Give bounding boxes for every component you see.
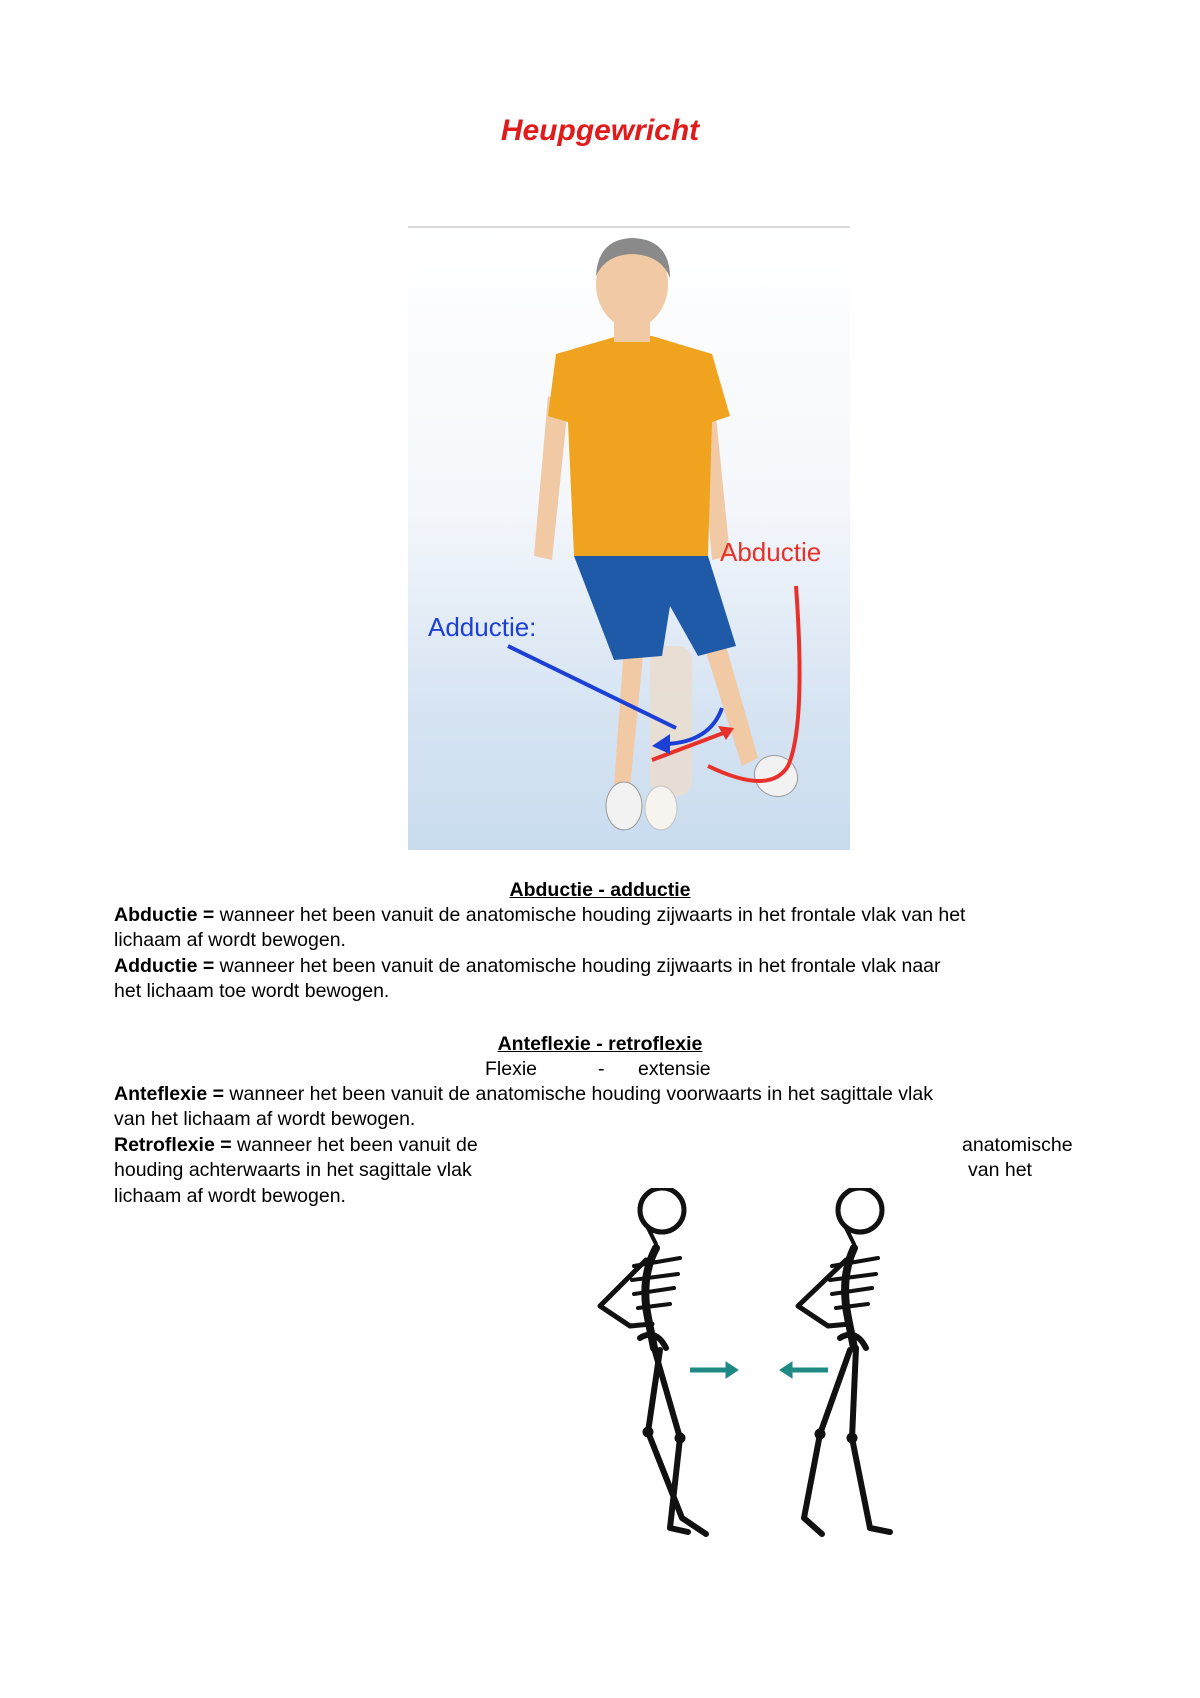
- skeleton-right: [798, 1188, 890, 1534]
- skull-left: [640, 1188, 684, 1232]
- arrow-right: [690, 1362, 738, 1378]
- subheading-dash: -: [598, 1058, 605, 1080]
- flexion-extension-skeletons: [570, 1188, 950, 1546]
- arrow-left: [780, 1362, 828, 1378]
- abductie-definition-line1: [114, 903, 965, 929]
- adductie-text: wanneer het been vanuit de anatomische houding zijwaarts in het frontale vlak naar: [214, 955, 941, 977]
- leg-right-2: [804, 1350, 850, 1534]
- adductie-definition-line1: [114, 954, 941, 980]
- ghost-shoe: [645, 786, 677, 830]
- retroflexie-text: wanneer het been vanuit de: [231, 1134, 478, 1156]
- abduction-adduction-illustration: [408, 226, 850, 850]
- retroflexie-line2-right: van het: [968, 1159, 1032, 1181]
- section-heading-anteflexie-retroflexie: Anteflexie - retroflexie: [497, 1033, 703, 1055]
- abductie-text: wanneer het been vanuit de anatomische houding zijwaarts in het frontale vlak van het: [214, 904, 966, 926]
- abductie-term: Abductie =: [114, 904, 215, 926]
- anteflexie-definition-line1: [114, 1082, 933, 1108]
- shirt: [548, 336, 730, 556]
- anteflexie-term: Anteflexie =: [114, 1083, 225, 1105]
- skull-right: [838, 1188, 882, 1232]
- skeleton-left: [600, 1188, 706, 1534]
- adduction-label: Adductie:: [428, 612, 537, 642]
- abduction-label: Abductie: [720, 537, 822, 567]
- retroflexie-line1-right: anatomische: [962, 1134, 1073, 1156]
- section-heading-abductie-adductie: Abductie - adductie: [509, 879, 691, 901]
- retroflexie-definition-line3: lichaam af wordt bewogen.: [114, 1185, 346, 1207]
- abductie-definition-line2: lichaam af wordt bewogen.: [114, 929, 346, 951]
- retroflexie-definition-line1: [114, 1133, 478, 1159]
- ghost-leg: [650, 646, 692, 796]
- adductie-term: Adductie =: [114, 955, 215, 977]
- subheading-extensie: extensie: [638, 1058, 711, 1080]
- adductie-definition-line2: het lichaam toe wordt bewogen.: [114, 980, 390, 1002]
- leg-right-1: [852, 1348, 890, 1532]
- left-shoe: [606, 782, 642, 830]
- anteflexie-definition-line2: van het lichaam af wordt bewogen.: [114, 1108, 416, 1130]
- retroflexie-definition-line2: houding achterwaarts in het sagittale vlak: [114, 1159, 472, 1181]
- subheading-flexie: Flexie: [485, 1058, 538, 1080]
- page-title: Heupgewricht: [500, 114, 700, 147]
- anteflexie-text: wanneer het been vanuit de anatomische houding voorwaarts in het sagittale vlak: [224, 1083, 933, 1105]
- retroflexie-term: Retroflexie =: [114, 1134, 232, 1156]
